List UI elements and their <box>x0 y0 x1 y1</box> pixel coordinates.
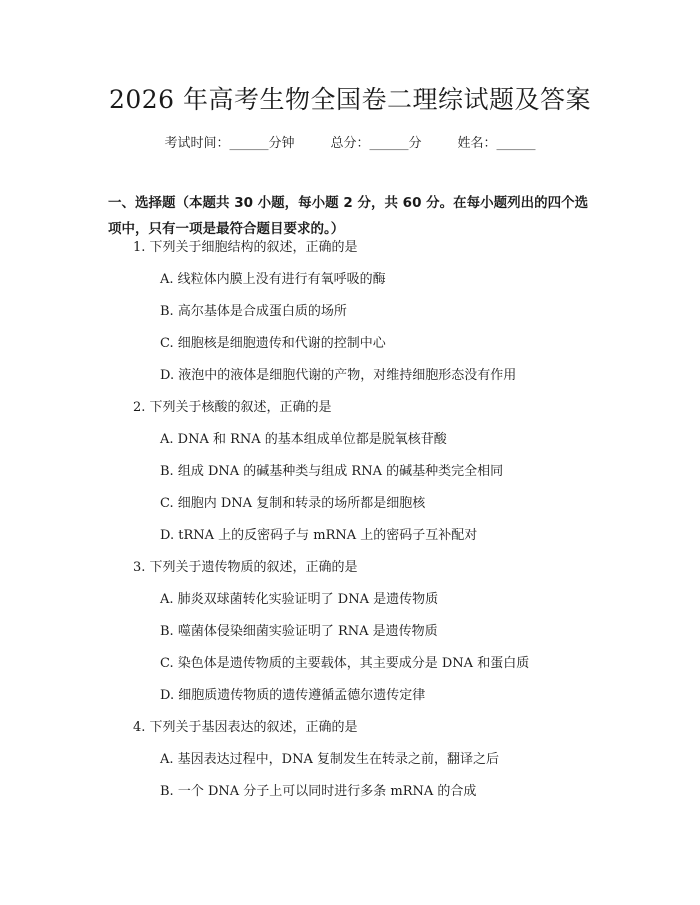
answer-option: B. 组成 DNA 的碱基种类与组成 RNA 的碱基种类完全相同 <box>160 464 504 479</box>
exam-time-field: 考试时间：______分钟 <box>164 136 295 151</box>
student-name-field: 姓名：______ <box>457 136 536 151</box>
answer-option: B. 一个 DNA 分子上可以同时进行多条 mRNA 的合成 <box>160 784 477 799</box>
question-stem: 2. 下列关于核酸的叙述，正确的是 <box>133 400 332 415</box>
answer-option: B. 噬菌体侵染细菌实验证明了 RNA 是遗传物质 <box>160 624 438 639</box>
section-heading: 一、选择题（本题共 30 小题，每小题 2 分，共 60 分。在每小题列出的四个选项中，只有一项是最符合题目要求的。） <box>108 195 589 237</box>
answer-option: C. 细胞核是细胞遗传和代谢的控制中心 <box>160 336 386 351</box>
exam-title: 2026 年高考生物全国卷二理综试题及答案 <box>108 85 592 114</box>
answer-option: A. 肺炎双球菌转化实验证明了 DNA 是遗传物质 <box>160 592 439 607</box>
answer-option: C. 细胞内 DNA 复制和转录的场所都是细胞核 <box>160 496 426 511</box>
answer-option: A. DNA 和 RNA 的基本组成单位都是脱氧核苷酸 <box>160 432 447 447</box>
answer-option: D. tRNA 上的反密码子与 mRNA 上的密码子互补配对 <box>160 528 478 543</box>
question-stem: 4. 下列关于基因表达的叙述，正确的是 <box>133 720 358 735</box>
answer-option: A. 基因表达过程中，DNA 复制发生在转录之前，翻译之后 <box>160 752 499 767</box>
question-stem: 1. 下列关于细胞结构的叙述，正确的是 <box>133 240 358 255</box>
answer-option: B. 高尔基体是合成蛋白质的场所 <box>160 304 347 319</box>
answer-option: D. 细胞质遗传物质的遗传遵循孟德尔遗传定律 <box>160 688 426 703</box>
answer-option: D. 液泡中的液体是细胞代谢的产物，对维持细胞形态没有作用 <box>160 368 517 383</box>
question-stem: 3. 下列关于遗传物质的叙述，正确的是 <box>133 560 358 575</box>
answer-option: A. 线粒体内膜上没有进行有氧呼吸的酶 <box>160 272 386 287</box>
exam-meta-row <box>0 132 700 151</box>
total-score-field: 总分：______分 <box>330 136 422 151</box>
answer-option: C. 染色体是遗传物质的主要载体，其主要成分是 DNA 和蛋白质 <box>160 656 530 671</box>
